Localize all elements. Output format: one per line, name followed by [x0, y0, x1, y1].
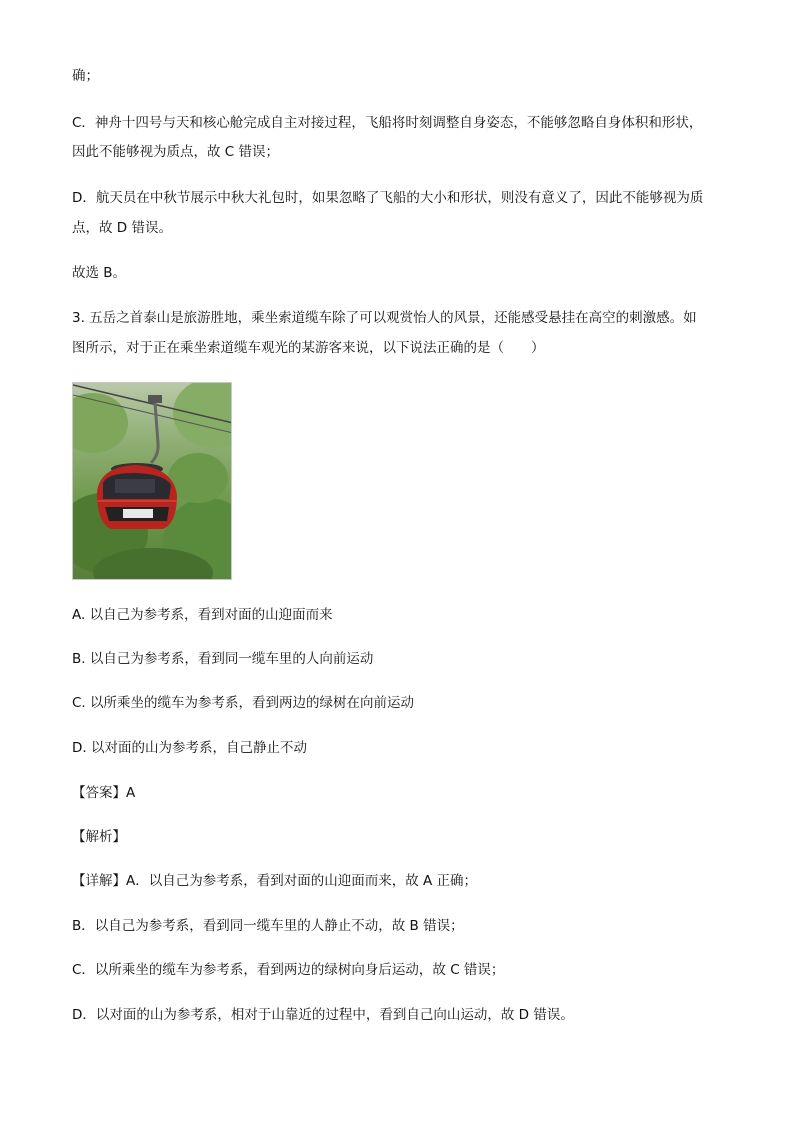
explain-b: B．以自己为参考系，看到同一缆车里的人静止不动，故 B 错误；: [72, 918, 464, 934]
text-line-option-c-explain-cont: 因此不能够视为质点，故 C 错误；: [72, 144, 280, 160]
cable-car-photo: [72, 382, 232, 580]
option-b: B. 以自己为参考系，看到同一缆车里的人向前运动: [72, 651, 374, 667]
explain-a: 【详解】A．以自己为参考系，看到对面的山迎面而来，故 A 正确；: [72, 873, 478, 889]
text-line-choose-b: 故选 B。: [72, 265, 127, 281]
answer-label: 【答案】A: [72, 785, 136, 801]
question-3-stem: 3. 五岳之首泰山是旅游胜地，乘坐索道缆车除了可以观赏怡人的风景，还能感受悬挂在高空的刺激感。如: [72, 310, 697, 326]
text-line-option-d-explain-cont: 点，故 D 错误。: [72, 220, 172, 236]
text-line-option-c-explain: C．神舟十四号与天和核心舱完成自主对接过程，飞船将时刻调整自身姿态，不能够忽略自身体积和形状，: [72, 115, 703, 131]
analysis-label: 【解析】: [72, 829, 126, 845]
explain-d: D．以对面的山为参考系，相对于山靠近的过程中，看到自己向山运动，故 D 错误。: [72, 1007, 574, 1023]
option-a: A. 以自己为参考系，看到对面的山迎面而来: [72, 607, 333, 623]
option-c: C. 以所乘坐的缆车为参考系，看到两边的绿树在向前运动: [72, 695, 415, 711]
explain-c: C．以所乘坐的缆车为参考系，看到两边的绿树向身后运动，故 C 错误；: [72, 962, 505, 978]
text-line-option-d-explain: D．航天员在中秋节展示中秋大礼包时，如果忽略了飞船的大小和形状，则没有意义了，因此不能够视为质: [72, 190, 704, 206]
option-d: D. 以对面的山为参考系，自己静止不动: [72, 740, 307, 756]
text-line-1: 确；: [72, 68, 99, 84]
question-3-stem-cont: 图所示，对于正在乘坐索道缆车观光的某游客来说，以下说法正确的是（ ）: [72, 340, 545, 356]
